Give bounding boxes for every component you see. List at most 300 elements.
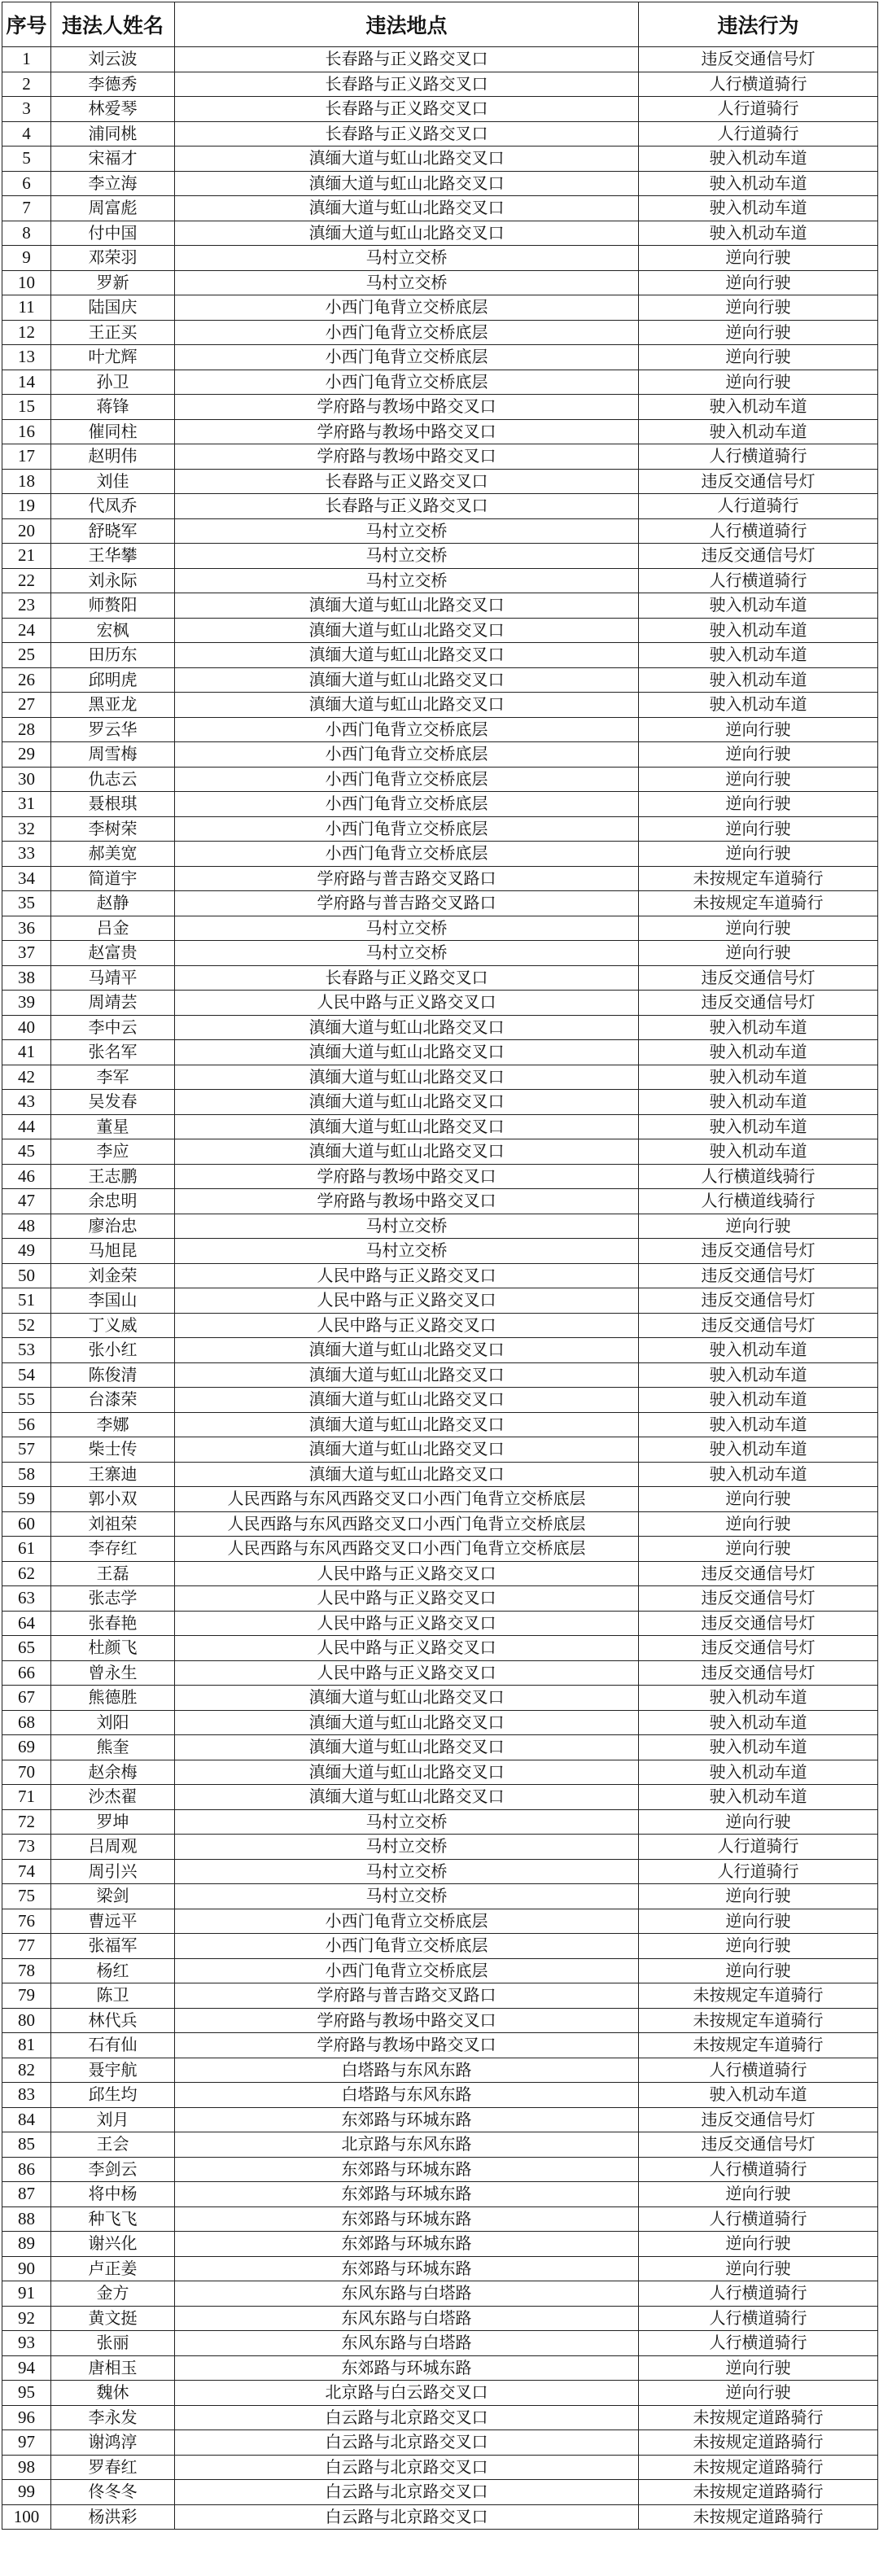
row-index-cell: 43: [2, 1090, 51, 1115]
violation-location-cell: 滇缅大道与虹山北路交叉口: [175, 221, 639, 246]
violator-name-cell: 王寨迪: [51, 1462, 175, 1487]
violation-location-cell: 小西门龟背立交桥底层: [175, 1909, 639, 1934]
row-index-cell: 81: [2, 2033, 51, 2058]
violation-location-cell: 人民中路与正义路交叉口: [175, 1313, 639, 1338]
table-row: [2, 246, 878, 271]
violation-type-cell: 未按规定车道骑行: [639, 2033, 878, 2058]
table-row: [2, 891, 878, 916]
table-row: [2, 842, 878, 867]
violation-type-cell: 人行道骑行: [639, 97, 878, 122]
violator-name-cell: 周富彪: [51, 196, 175, 221]
violator-name-cell: 赵明伟: [51, 444, 175, 470]
violation-location-cell: 东郊路与环城东路: [175, 2256, 639, 2281]
row-index-cell: 58: [2, 1462, 51, 1487]
table-row: [2, 544, 878, 569]
violation-type-cell: 违反交通信号灯: [639, 1313, 878, 1338]
table-row: [2, 1412, 878, 1437]
violator-name-cell: 李存红: [51, 1537, 175, 1562]
violator-name-cell: 宏枫: [51, 618, 175, 643]
violator-name-cell: 曹远平: [51, 1909, 175, 1934]
row-index-cell: 8: [2, 221, 51, 246]
violator-name-cell: 叶尤辉: [51, 345, 175, 370]
table-row: [2, 2281, 878, 2307]
violation-location-cell: 马村立交桥: [175, 1239, 639, 1264]
violator-name-cell: 宋福才: [51, 147, 175, 172]
violator-name-cell: 郭小双: [51, 1487, 175, 1512]
violator-name-cell: 张福军: [51, 1934, 175, 1959]
violation-location-cell: 小西门龟背立交桥底层: [175, 320, 639, 345]
violation-type-cell: 驶入机动车道: [639, 171, 878, 196]
violator-name-cell: 罗春红: [51, 2455, 175, 2480]
row-index-cell: 66: [2, 1660, 51, 1686]
row-index-cell: 10: [2, 270, 51, 295]
violation-type-cell: 逆向行驶: [639, 792, 878, 817]
violation-location-cell: 长春路与正义路交叉口: [175, 469, 639, 494]
violation-type-cell: 人行横道骑行: [639, 568, 878, 593]
row-index-cell: 89: [2, 2232, 51, 2257]
violation-type-cell: 未按规定道路骑行: [639, 2455, 878, 2480]
table-row: [2, 816, 878, 842]
violation-location-cell: 东郊路与环城东路: [175, 2182, 639, 2207]
row-index-cell: 52: [2, 1313, 51, 1338]
violation-type-cell: 驶入机动车道: [639, 1388, 878, 1413]
violator-name-cell: 台漆荣: [51, 1388, 175, 1413]
violator-name-cell: 聂宇航: [51, 2058, 175, 2083]
header-location: 违法地点: [175, 2, 639, 47]
violation-location-cell: 马村立交桥: [175, 1835, 639, 1860]
violator-name-cell: 张志学: [51, 1586, 175, 1612]
violator-name-cell: 林代兵: [51, 2008, 175, 2033]
violator-name-cell: 佟冬冬: [51, 2480, 175, 2505]
violation-location-cell: 北京路与白云路交叉口: [175, 2381, 639, 2406]
table-row: [2, 1884, 878, 1909]
violation-location-cell: 学府路与普吉路交叉路口: [175, 891, 639, 916]
table-row: [2, 2083, 878, 2108]
violation-location-cell: 人民中路与正义路交叉口: [175, 1288, 639, 1314]
violation-type-cell: 驶入机动车道: [639, 1114, 878, 1139]
row-index-cell: 26: [2, 667, 51, 693]
violation-type-cell: 驶入机动车道: [639, 1412, 878, 1437]
violation-location-cell: 滇缅大道与虹山北路交叉口: [175, 1412, 639, 1437]
table-row: [2, 2256, 878, 2281]
violator-name-cell: 张名军: [51, 1040, 175, 1065]
violation-type-cell: 未按规定车道骑行: [639, 891, 878, 916]
violator-name-cell: 聂根琪: [51, 792, 175, 817]
row-index-cell: 54: [2, 1362, 51, 1388]
violation-type-cell: 逆向行驶: [639, 717, 878, 742]
violation-type-cell: 人行横道骑行: [639, 2206, 878, 2232]
violator-name-cell: 金方: [51, 2281, 175, 2307]
violator-name-cell: 廖治忠: [51, 1214, 175, 1239]
violator-name-cell: 孙卫: [51, 370, 175, 395]
violator-name-cell: 熊德胜: [51, 1686, 175, 1711]
table-row: [2, 1859, 878, 1884]
header-name: 违法人姓名: [51, 2, 175, 47]
table-row: [2, 2405, 878, 2430]
table-row: [2, 196, 878, 221]
table-row: [2, 742, 878, 768]
violator-name-cell: 刘佳: [51, 469, 175, 494]
violator-name-cell: 石有仙: [51, 2033, 175, 2058]
violation-type-cell: 未按规定道路骑行: [639, 2480, 878, 2505]
table-row: [2, 370, 878, 395]
violation-type-cell: 逆向行驶: [639, 1809, 878, 1835]
violation-type-cell: 逆向行驶: [639, 1884, 878, 1909]
table-row: [2, 2504, 878, 2530]
table-row: [2, 1090, 878, 1115]
violation-location-cell: 东郊路与环城东路: [175, 2107, 639, 2132]
violation-location-cell: 白云路与北京路交叉口: [175, 2405, 639, 2430]
violation-location-cell: 小西门龟背立交桥底层: [175, 370, 639, 395]
violation-location-cell: 滇缅大道与虹山北路交叉口: [175, 643, 639, 668]
violator-name-cell: 邓荣羽: [51, 246, 175, 271]
table-row: [2, 171, 878, 196]
violator-name-cell: 丁义威: [51, 1313, 175, 1338]
violation-type-cell: 逆向行驶: [639, 742, 878, 768]
violation-type-cell: 违反交通信号灯: [639, 1288, 878, 1314]
violation-type-cell: 驶入机动车道: [639, 1735, 878, 1760]
row-index-cell: 15: [2, 395, 51, 420]
violator-name-cell: 赵余梅: [51, 1760, 175, 1785]
violation-type-cell: 逆向行驶: [639, 370, 878, 395]
violation-location-cell: 滇缅大道与虹山北路交叉口: [175, 667, 639, 693]
violation-type-cell: 逆向行驶: [639, 2232, 878, 2257]
violation-location-cell: 马村立交桥: [175, 246, 639, 271]
row-index-cell: 70: [2, 1760, 51, 1785]
violator-name-cell: 梁剑: [51, 1884, 175, 1909]
table-row: [2, 1686, 878, 1711]
table-row: [2, 1785, 878, 1810]
violator-name-cell: 吕金: [51, 916, 175, 941]
violation-type-cell: 驶入机动车道: [639, 196, 878, 221]
table-row: [2, 693, 878, 718]
violation-type-cell: 人行横道骑行: [639, 2331, 878, 2356]
violation-type-cell: 逆向行驶: [639, 2355, 878, 2381]
table-body: [2, 47, 878, 2530]
violation-type-cell: 驶入机动车道: [639, 1760, 878, 1785]
row-index-cell: 78: [2, 1958, 51, 1983]
violation-type-cell: 逆向行驶: [639, 1537, 878, 1562]
violation-type-cell: 违反交通信号灯: [639, 469, 878, 494]
violation-type-cell: 人行道骑行: [639, 121, 878, 147]
violation-location-cell: 马村立交桥: [175, 518, 639, 544]
row-index-cell: 25: [2, 643, 51, 668]
violator-name-cell: 陆国庆: [51, 295, 175, 321]
table-row: [2, 2455, 878, 2480]
table-row: [2, 1263, 878, 1288]
violator-name-cell: 谢鸿淳: [51, 2430, 175, 2456]
violation-type-cell: 驶入机动车道: [639, 593, 878, 619]
violation-location-cell: 滇缅大道与虹山北路交叉口: [175, 1139, 639, 1165]
row-index-cell: 12: [2, 320, 51, 345]
table-row: [2, 1735, 878, 1760]
violation-type-cell: 违反交通信号灯: [639, 544, 878, 569]
violation-type-cell: 驶入机动车道: [639, 1437, 878, 1463]
violation-location-cell: 东风东路与白塔路: [175, 2281, 639, 2307]
row-index-cell: 93: [2, 2331, 51, 2356]
row-index-cell: 69: [2, 1735, 51, 1760]
violator-name-cell: 王志鹏: [51, 1164, 175, 1189]
violation-type-cell: 违反交通信号灯: [639, 965, 878, 991]
violation-location-cell: 马村立交桥: [175, 1859, 639, 1884]
violation-location-cell: 小西门龟背立交桥底层: [175, 345, 639, 370]
violator-name-cell: 邱明虎: [51, 667, 175, 693]
violation-type-cell: 人行横道骑行: [639, 444, 878, 470]
header-index: 序号: [2, 2, 51, 47]
violation-type-cell: 人行道骑行: [639, 494, 878, 519]
violation-type-cell: 未按规定车道骑行: [639, 866, 878, 891]
violation-type-cell: 逆向行驶: [639, 916, 878, 941]
table-row: [2, 792, 878, 817]
table-row: [2, 494, 878, 519]
table-row: [2, 1760, 878, 1785]
violation-location-cell: 小西门龟背立交桥底层: [175, 767, 639, 792]
table-row: [2, 1437, 878, 1463]
violation-location-cell: 滇缅大道与虹山北路交叉口: [175, 693, 639, 718]
violation-type-cell: 驶入机动车道: [639, 1710, 878, 1735]
row-index-cell: 83: [2, 2083, 51, 2108]
violation-location-cell: 学府路与普吉路交叉路口: [175, 866, 639, 891]
table-row: [2, 1462, 878, 1487]
violation-location-cell: 白云路与北京路交叉口: [175, 2430, 639, 2456]
table-row: [2, 1660, 878, 1686]
table-row: [2, 419, 878, 444]
violation-type-cell: 驶入机动车道: [639, 1785, 878, 1810]
violation-location-cell: 人民中路与正义路交叉口: [175, 1263, 639, 1288]
table-row: [2, 1214, 878, 1239]
violation-location-cell: 小西门龟背立交桥底层: [175, 1934, 639, 1959]
violation-location-cell: 滇缅大道与虹山北路交叉口: [175, 618, 639, 643]
violation-type-cell: 人行道骑行: [639, 1859, 878, 1884]
violator-name-cell: 熊奎: [51, 1735, 175, 1760]
table-row: [2, 518, 878, 544]
row-index-cell: 79: [2, 1983, 51, 2009]
violation-location-cell: 马村立交桥: [175, 544, 639, 569]
violator-name-cell: 刘云波: [51, 47, 175, 72]
violation-type-cell: 未按规定道路骑行: [639, 2504, 878, 2530]
violation-type-cell: 驶入机动车道: [639, 1338, 878, 1363]
row-index-cell: 37: [2, 941, 51, 966]
table-row: [2, 2033, 878, 2058]
violation-location-cell: 小西门龟背立交桥底层: [175, 717, 639, 742]
row-index-cell: 21: [2, 544, 51, 569]
violator-name-cell: 种飞飞: [51, 2206, 175, 2232]
violator-name-cell: 曾永生: [51, 1660, 175, 1686]
table-row: [2, 121, 878, 147]
violator-name-cell: 李立海: [51, 171, 175, 196]
violator-name-cell: 王正买: [51, 320, 175, 345]
row-index-cell: 39: [2, 991, 51, 1016]
row-index-cell: 46: [2, 1164, 51, 1189]
row-index-cell: 27: [2, 693, 51, 718]
table-row: [2, 1511, 878, 1537]
violations-table: [2, 2, 878, 2530]
violation-location-cell: 滇缅大道与虹山北路交叉口: [175, 1785, 639, 1810]
violation-location-cell: 滇缅大道与虹山北路交叉口: [175, 1362, 639, 1388]
table-row: [2, 2232, 878, 2257]
row-index-cell: 14: [2, 370, 51, 395]
table-row: [2, 941, 878, 966]
violation-type-cell: 违反交通信号灯: [639, 1586, 878, 1612]
violator-name-cell: 催同柱: [51, 419, 175, 444]
table-row: [2, 1809, 878, 1835]
violation-type-cell: 未按规定道路骑行: [639, 2430, 878, 2456]
row-index-cell: 31: [2, 792, 51, 817]
violator-name-cell: 刘祖荣: [51, 1511, 175, 1537]
violation-type-cell: 违反交通信号灯: [639, 1611, 878, 1636]
violator-name-cell: 仇志云: [51, 767, 175, 792]
violator-name-cell: 张小红: [51, 1338, 175, 1363]
violator-name-cell: 李应: [51, 1139, 175, 1165]
violation-location-cell: 东郊路与环城东路: [175, 2232, 639, 2257]
violation-type-cell: 违反交通信号灯: [639, 1636, 878, 1661]
violation-type-cell: 驶入机动车道: [639, 1362, 878, 1388]
violation-type-cell: 驶入机动车道: [639, 618, 878, 643]
violation-type-cell: 未按规定道路骑行: [639, 2405, 878, 2430]
violation-location-cell: 长春路与正义路交叉口: [175, 121, 639, 147]
violator-name-cell: 黑亚龙: [51, 693, 175, 718]
violation-type-cell: 逆向行驶: [639, 941, 878, 966]
violator-name-cell: 林爱琴: [51, 97, 175, 122]
row-index-cell: 50: [2, 1263, 51, 1288]
table-row: [2, 72, 878, 97]
table-row: [2, 1040, 878, 1065]
violation-location-cell: 滇缅大道与虹山北路交叉口: [175, 1090, 639, 1115]
violator-name-cell: 黄文挺: [51, 2306, 175, 2331]
violation-location-cell: 人民中路与正义路交叉口: [175, 991, 639, 1016]
violation-location-cell: 小西门龟背立交桥底层: [175, 1958, 639, 1983]
violator-name-cell: 杨洪彩: [51, 2504, 175, 2530]
row-index-cell: 45: [2, 1139, 51, 1165]
violator-name-cell: 刘永际: [51, 568, 175, 593]
violation-type-cell: 逆向行驶: [639, 816, 878, 842]
table-row: [2, 667, 878, 693]
violation-location-cell: 长春路与正义路交叉口: [175, 965, 639, 991]
violator-name-cell: 杨红: [51, 1958, 175, 1983]
violation-location-cell: 滇缅大道与虹山北路交叉口: [175, 171, 639, 196]
violation-location-cell: 小西门龟背立交桥底层: [175, 295, 639, 321]
row-index-cell: 72: [2, 1809, 51, 1835]
violation-location-cell: 白云路与北京路交叉口: [175, 2480, 639, 2505]
row-index-cell: 38: [2, 965, 51, 991]
table-row: [2, 2480, 878, 2505]
violation-type-cell: 驶入机动车道: [639, 1040, 878, 1065]
row-index-cell: 55: [2, 1388, 51, 1413]
header-row: [2, 2, 878, 47]
table-row: [2, 1636, 878, 1661]
violator-name-cell: 罗云华: [51, 717, 175, 742]
row-index-cell: 7: [2, 196, 51, 221]
row-index-cell: 57: [2, 1437, 51, 1463]
violation-location-cell: 人民中路与正义路交叉口: [175, 1611, 639, 1636]
violation-type-cell: 人行横道骑行: [639, 2058, 878, 2083]
violator-name-cell: 李娜: [51, 1412, 175, 1437]
table-row: [2, 47, 878, 72]
row-index-cell: 34: [2, 866, 51, 891]
violation-type-cell: 逆向行驶: [639, 246, 878, 271]
violation-location-cell: 北京路与东风东路: [175, 2132, 639, 2158]
row-index-cell: 80: [2, 2008, 51, 2033]
violation-type-cell: 驶入机动车道: [639, 643, 878, 668]
table-row: [2, 2107, 878, 2132]
violation-location-cell: 白云路与北京路交叉口: [175, 2504, 639, 2530]
row-index-cell: 65: [2, 1636, 51, 1661]
row-index-cell: 73: [2, 1835, 51, 1860]
violation-type-cell: 未按规定车道骑行: [639, 1983, 878, 2009]
violation-location-cell: 东风东路与白塔路: [175, 2331, 639, 2356]
violation-location-cell: 马村立交桥: [175, 1884, 639, 1909]
table-row: [2, 717, 878, 742]
violation-location-cell: 小西门龟背立交桥底层: [175, 816, 639, 842]
violation-type-cell: 逆向行驶: [639, 345, 878, 370]
table-row: [2, 593, 878, 619]
row-index-cell: 96: [2, 2405, 51, 2430]
row-index-cell: 48: [2, 1214, 51, 1239]
table-row: [2, 1313, 878, 1338]
violation-type-cell: 逆向行驶: [639, 1909, 878, 1934]
table-row: [2, 1561, 878, 1586]
violation-location-cell: 东郊路与环城东路: [175, 2157, 639, 2182]
violation-type-cell: 驶入机动车道: [639, 1686, 878, 1711]
row-index-cell: 35: [2, 891, 51, 916]
table-row: [2, 97, 878, 122]
violator-name-cell: 周雪梅: [51, 742, 175, 768]
violator-name-cell: 王华攀: [51, 544, 175, 569]
violator-name-cell: 刘月: [51, 2107, 175, 2132]
table-row: [2, 1983, 878, 2009]
violator-name-cell: 谢兴化: [51, 2232, 175, 2257]
violation-type-cell: 人行横道线骑行: [639, 1189, 878, 1214]
violation-location-cell: 长春路与正义路交叉口: [175, 97, 639, 122]
violation-type-cell: 驶入机动车道: [639, 1462, 878, 1487]
row-index-cell: 95: [2, 2381, 51, 2406]
violation-location-cell: 滇缅大道与虹山北路交叉口: [175, 1735, 639, 1760]
violation-type-cell: 驶入机动车道: [639, 221, 878, 246]
violation-type-cell: 违反交通信号灯: [639, 1239, 878, 1264]
row-index-cell: 11: [2, 295, 51, 321]
table-row: [2, 2182, 878, 2207]
violation-location-cell: 长春路与正义路交叉口: [175, 47, 639, 72]
violation-type-cell: 违反交通信号灯: [639, 1561, 878, 1586]
row-index-cell: 42: [2, 1065, 51, 1090]
row-index-cell: 28: [2, 717, 51, 742]
table-row: [2, 2306, 878, 2331]
violator-name-cell: 李树荣: [51, 816, 175, 842]
violator-name-cell: 魏休: [51, 2381, 175, 2406]
violator-name-cell: 蒋锋: [51, 395, 175, 420]
row-index-cell: 23: [2, 593, 51, 619]
row-index-cell: 67: [2, 1686, 51, 1711]
violation-type-cell: 违反交通信号灯: [639, 1660, 878, 1686]
violation-location-cell: 学府路与教场中路交叉口: [175, 419, 639, 444]
violation-type-cell: 人行道骑行: [639, 1835, 878, 1860]
violator-name-cell: 陈俊清: [51, 1362, 175, 1388]
table-row: [2, 1487, 878, 1512]
violation-location-cell: 长春路与正义路交叉口: [175, 72, 639, 97]
violation-type-cell: 逆向行驶: [639, 1958, 878, 1983]
row-index-cell: 3: [2, 97, 51, 122]
violation-location-cell: 人民中路与正义路交叉口: [175, 1660, 639, 1686]
violator-name-cell: 李剑云: [51, 2157, 175, 2182]
violation-type-cell: 违反交通信号灯: [639, 991, 878, 1016]
row-index-cell: 29: [2, 742, 51, 768]
violator-name-cell: 李永发: [51, 2405, 175, 2430]
table-row: [2, 469, 878, 494]
table-row: [2, 221, 878, 246]
row-index-cell: 24: [2, 618, 51, 643]
table-row: [2, 2058, 878, 2083]
row-index-cell: 77: [2, 1934, 51, 1959]
